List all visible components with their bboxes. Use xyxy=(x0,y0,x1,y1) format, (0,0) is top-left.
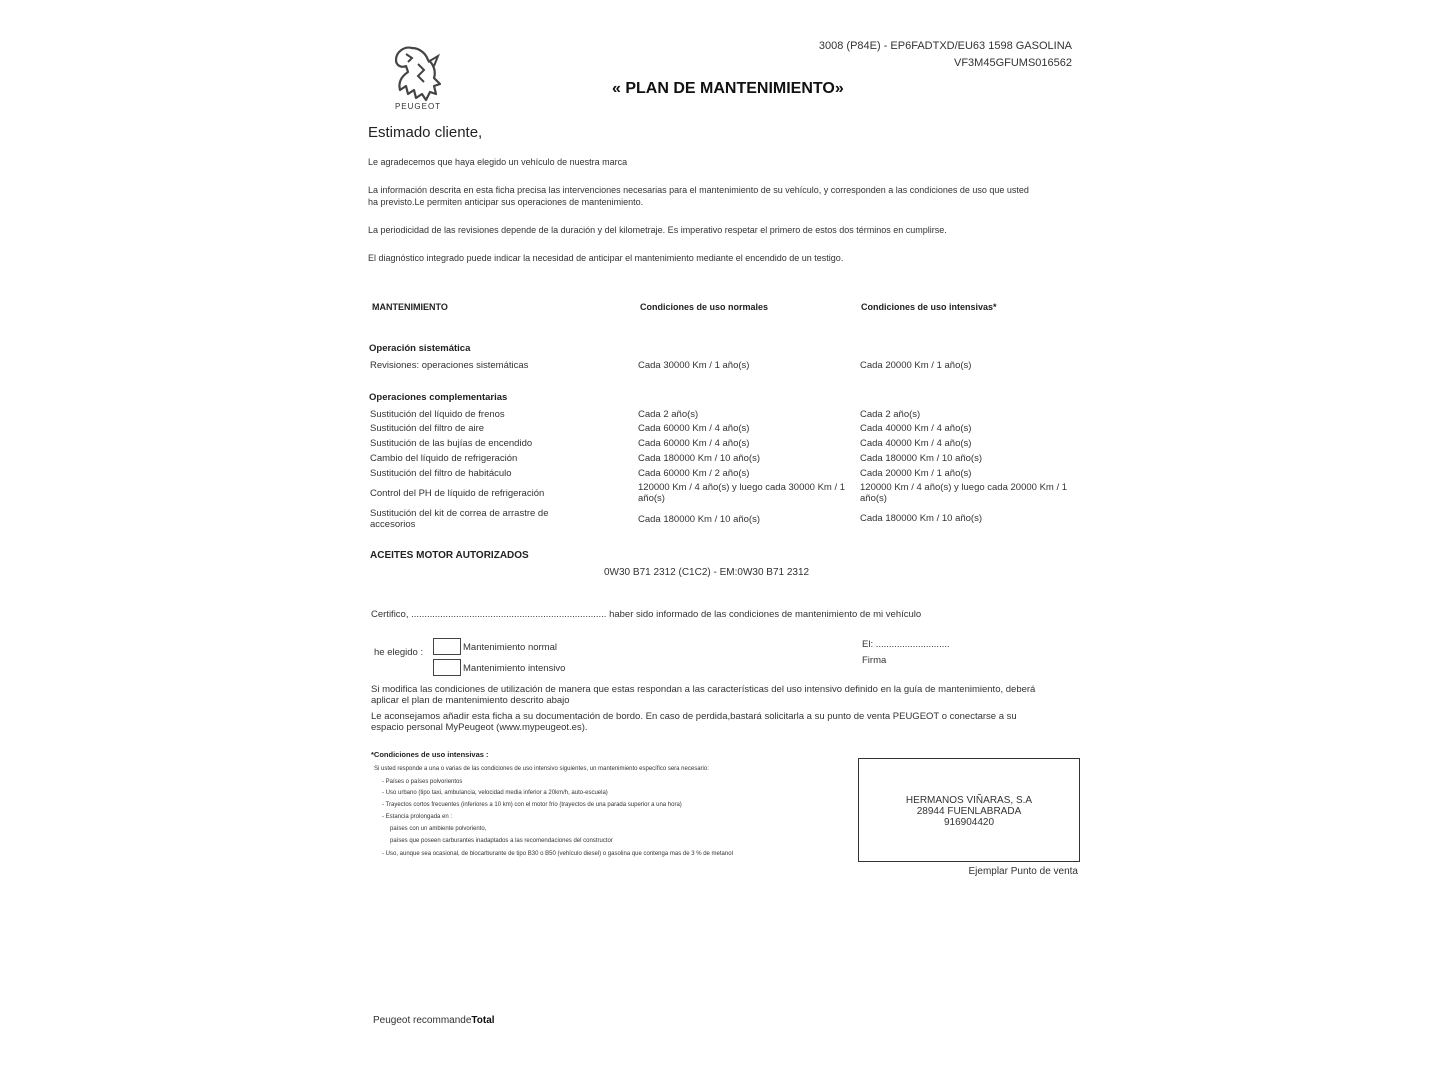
row-normal: Cada 2 año(s) xyxy=(638,409,699,420)
table-header-maintenance: MANTENIMIENTO xyxy=(372,302,448,312)
row-intensive: 120000 Km / 4 año(s) y luego cada 20000 Km / 1 año(s) xyxy=(860,482,1068,504)
row-label: Sustitución del líquido de frenos xyxy=(370,409,505,420)
note-intensive-change: Si modifica las condiciones de utilización de manera que estas respondan a las características del uso intensivo definido en la guía de mantenimiento, deberá aplicar el plan de mantenimiento descrito abajo xyxy=(371,684,1036,706)
dealer-name: HERMANOS VIÑARAS, S.A xyxy=(905,795,1033,806)
intensive-line: - Uso, aunque sea ocasional, de biocarburante de tipo B30 o B50 (vehículo diesel) o gasolina que contenga mas de 3 % de metanol xyxy=(382,851,733,857)
intensive-line: - Trayectos cortos frecuentes (inferiores a 10 km) con el motor frío (trayectos de una parada superior a una hora) xyxy=(382,802,682,808)
row-label: Revisiones: operaciones sistemáticas xyxy=(370,360,529,371)
copy-label: Ejemplar Punto de venta xyxy=(968,866,1078,877)
row-intensive: Cada 180000 Km / 10 año(s) xyxy=(860,513,982,524)
date-field-label: El: ............................ xyxy=(862,639,950,650)
intensive-line: Si usted responde a una o varias de las condiciones de uso intensivo siguientes, un mantenimiento específico sera necesario: xyxy=(374,766,709,772)
normal-maintenance-checkbox[interactable] xyxy=(433,638,461,655)
chosen-label: he elegido : xyxy=(374,647,424,658)
section-systematic-title: Operación sistemática xyxy=(369,343,471,354)
row-intensive: Cada 180000 Km / 10 año(s) xyxy=(860,453,982,464)
intensive-line: - Uso urbano (tipo taxi, ambulancia, velocidad media inferior a 20km/h, auto-escuela) xyxy=(382,790,608,796)
row-intensive: Cada 40000 Km / 4 año(s) xyxy=(860,438,972,449)
row-normal: 120000 Km / 4 año(s) y luego cada 30000 Km / 1 año(s) xyxy=(638,482,846,504)
vin: VF3M45GFUMS016562 xyxy=(954,57,1072,69)
row-label: Sustitución del filtro de habitáculo xyxy=(370,468,512,479)
row-intensive: Cada 20000 Km / 1 año(s) xyxy=(860,468,972,479)
oils-title: ACEITES MOTOR AUTORIZADOS xyxy=(370,550,529,561)
row-label: Cambio del líquido de refrigeración xyxy=(370,453,518,464)
page-title: « PLAN DE MANTENIMIENTO» xyxy=(612,80,844,97)
vehicle-line: 3008 (P84E) - EP6FADTXD/EU63 1598 GASOLINA xyxy=(818,40,1072,52)
row-normal: Cada 60000 Km / 4 año(s) xyxy=(638,423,750,434)
intensive-conditions-title: *Condiciones de uso intensivas : xyxy=(371,750,489,759)
intro-paragraph-1: Le agradecemos que haya elegido un vehículo de nuestra marca xyxy=(368,157,628,167)
footer-prefix: Peugeot recommande xyxy=(373,1015,472,1026)
table-header-intensive: Condiciones de uso intensivas* xyxy=(861,302,997,312)
normal-maintenance-label: Mantenimiento normal xyxy=(463,642,557,653)
greeting: Estimado cliente, xyxy=(368,124,483,141)
intensive-line: - Estancia prolongada en : xyxy=(382,814,453,820)
intensive-maintenance-label: Mantenimiento intensivo xyxy=(463,663,566,674)
row-normal: Cada 60000 Km / 2 año(s) xyxy=(638,468,750,479)
row-label: Sustitución del kit de correa de arrastre de accesorios xyxy=(370,508,549,530)
footer-brand: Total xyxy=(471,1015,495,1026)
intensive-line: países que poseen carburantes inadaptados a las recomendaciones del constructor xyxy=(390,838,613,844)
intensive-line: - Países o países polvorientos xyxy=(382,779,463,785)
row-intensive: Cada 40000 Km / 4 año(s) xyxy=(860,423,972,434)
row-normal: Cada 180000 Km / 10 año(s) xyxy=(638,514,760,525)
intro-paragraph-4: El diagnóstico integrado puede indicar la necesidad de anticipar el mantenimiento mediante el encendido de un testigo. xyxy=(368,253,844,263)
footer-recommendation xyxy=(373,1015,495,1026)
brand-wordmark: PEUGEOT xyxy=(394,102,442,111)
table-header-normal: Condiciones de uso normales xyxy=(640,302,769,312)
intensive-maintenance-checkbox[interactable] xyxy=(433,659,461,676)
section-complementary-title: Operaciones complementarias xyxy=(369,392,508,403)
row-label: Sustitución de las bujías de encendido xyxy=(370,438,533,449)
dealer-phone: 916904420 xyxy=(943,817,995,828)
row-normal: Cada 30000 Km / 1 año(s) xyxy=(638,360,750,371)
certification-text: Certifico, .......................................................................... haber sido informado de las condiciones de mantenimiento de mi vehículo xyxy=(371,609,922,620)
signature-label: Firma xyxy=(862,655,887,666)
row-intensive: Cada 20000 Km / 1 año(s) xyxy=(860,360,972,371)
dealer-city: 28944 FUENLABRADA xyxy=(916,806,1022,817)
intro-paragraph-2: La información descrita en esta ficha precisa las intervenciones necesarias para el mantenimiento de su vehículo, y corresponden a las condiciones de uso que usted ha previsto.Le permiten anticipar sus operaciones de mantenimiento. xyxy=(368,185,1029,207)
intensive-line: países con un ambiente polvoriento, xyxy=(390,826,487,832)
row-normal: Cada 60000 Km / 4 año(s) xyxy=(638,438,750,449)
intro-paragraph-3: La periodicidad de las revisiones depende de la duración y del kilometraje. Es imperativo respetar el primero de estos dos términos en cumplirse. xyxy=(368,225,947,235)
row-intensive: Cada 2 año(s) xyxy=(860,409,921,420)
row-label: Sustitución del filtro de aire xyxy=(370,423,485,434)
note-keep-sheet: Le aconsejamos añadir esta ficha a su documentación de bordo. En caso de perdida,bastará solicitarla a su punto de venta PEUGEOT o conectarse a su espacio personal MyPeugeot (www.mypeugeot.es). xyxy=(371,711,1017,733)
oils-value: 0W30 B71 2312 (C1C2) - EM:0W30 B71 2312 xyxy=(604,567,810,578)
dealer-stamp-box xyxy=(858,758,1080,862)
row-normal: Cada 180000 Km / 10 año(s) xyxy=(638,453,760,464)
row-label: Control del PH de líquido de refrigeración xyxy=(370,488,545,499)
